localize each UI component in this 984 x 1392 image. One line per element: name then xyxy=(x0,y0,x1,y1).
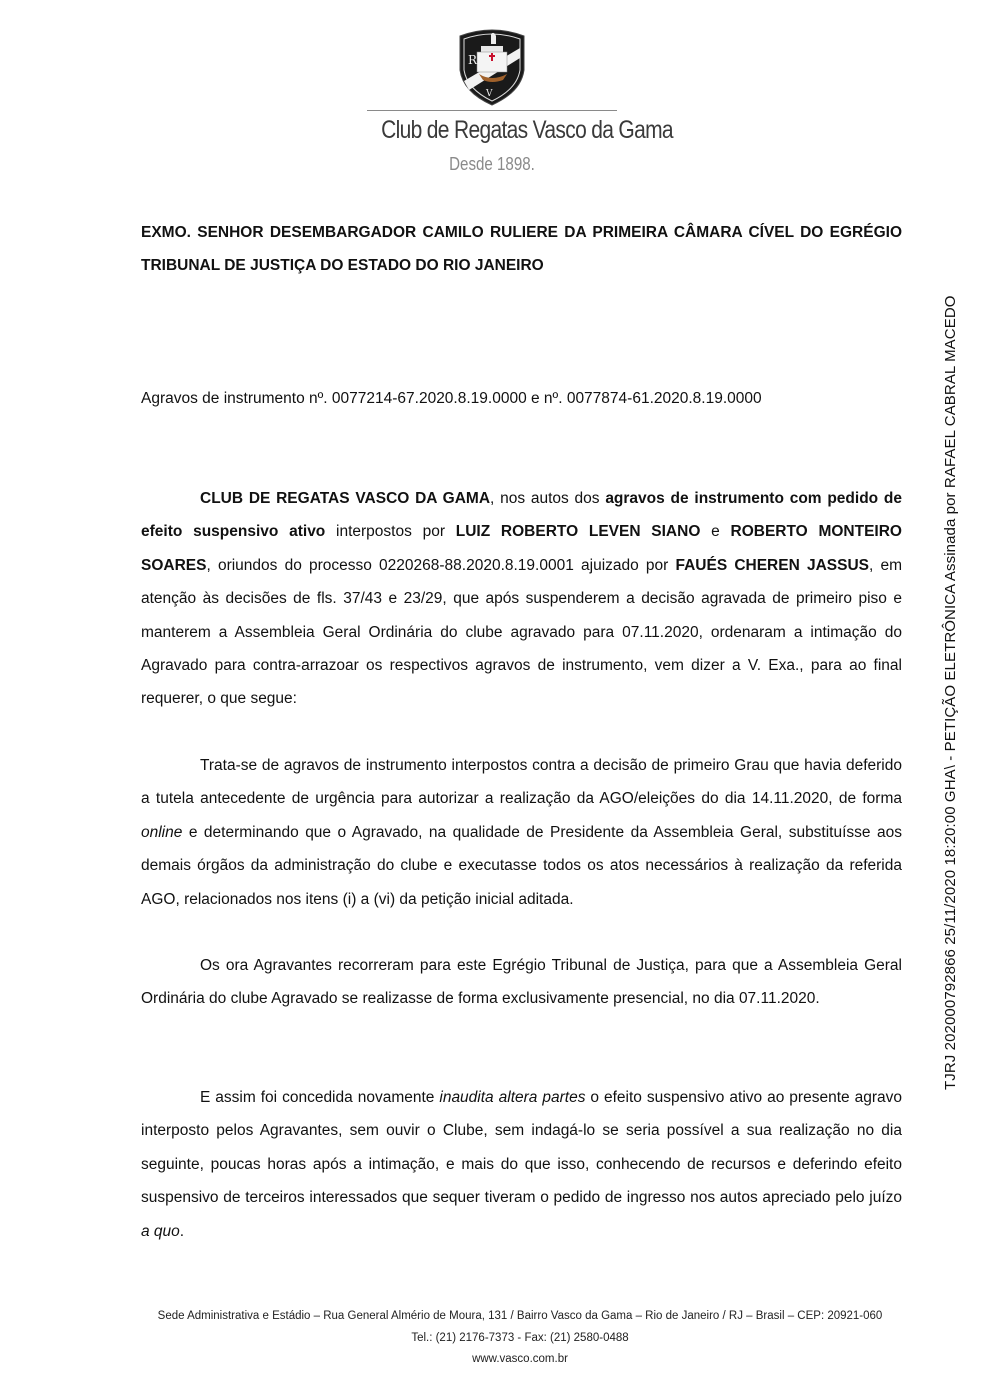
addressee-line-2: TRIBUNAL DE JUSTIÇA DO ESTADO DO RIO JANEIRO xyxy=(141,257,544,275)
footer-phone: Tel.: (21) 2176-7373 - Fax: (21) 2580-0488 xyxy=(411,1331,629,1344)
text-span: interpostos por xyxy=(325,523,456,541)
case-reference-text: Agravos de instrumento nº. 0077214-67.2020.8.19.0000 e nº. 0077874-61.2020.8.19.0000 xyxy=(141,390,762,407)
text-span: e xyxy=(700,523,731,541)
bold-span: agravos de instrumento com pedido de efeito suspensivo ativo xyxy=(141,490,902,541)
text-span: , nos autos dos xyxy=(490,490,606,507)
footer-website: www.vasco.com.br xyxy=(472,1353,568,1365)
svg-text:R: R xyxy=(468,53,478,67)
electronic-signature-stamp: TJRJ 202000792866 25/11/2020 18:20:00 GHA\ - PETIÇÃO ELETRÔNICA Assinada por RAFAEL CABRAL MACEDO xyxy=(942,295,959,1090)
case-reference xyxy=(141,382,902,415)
italic-span: online xyxy=(141,823,183,841)
letterhead-divider xyxy=(367,110,617,111)
addressee-block xyxy=(141,216,902,283)
paragraph-intro xyxy=(141,482,902,716)
text-span: E assim foi concedida novamente xyxy=(200,1089,440,1106)
appellant-name: LUIZ ROBERTO LEVEN SIANO xyxy=(455,523,701,541)
club-founded: Desde 1898. xyxy=(449,154,535,174)
svg-text:V: V xyxy=(486,89,493,99)
vasco-da-gama-crest-icon xyxy=(455,26,529,106)
italic-span: inaudita altera partes xyxy=(439,1089,586,1106)
party-name: CLUB DE REGATAS VASCO DA GAMA xyxy=(200,490,491,507)
paragraph-suspension xyxy=(141,1081,902,1248)
text-span: , em atenção às decisões de fls. 37/43 e 23/29, que após suspenderem a decisão agravada de primeiro piso e manterem a Assembleia Geral Ordinária do clube agravado para 07.11.2020, ordenaram a intimação do Agravado para contra-arrazoar os respectivos agravos de instrumento, vem dizer a V. Exa., para ao final requerer, o que segue: xyxy=(141,556,902,708)
page-footer xyxy=(120,1306,920,1371)
paragraph-text: Os ora Agravantes recorreram para este Egrégio Tribunal de Justiça, para que a Assembleia Geral Ordinária do clube Agravado se realizasse de forma exclusivamente presencial, no dia 07.11.2020. xyxy=(141,957,902,1008)
plaintiff-name: FAUÉS CHEREN JASSUS xyxy=(675,556,869,574)
appellant-name: ROBERTO MONTEIRO SOARES xyxy=(141,523,902,574)
text-span: . xyxy=(179,1222,185,1240)
paragraph-background xyxy=(141,749,902,916)
addressee-line-1: EXMO. SENHOR DESEMBARGADOR CAMILO RULIERE DA PRIMEIRA CÂMARA CÍVEL DO EGRÉGIO xyxy=(141,224,902,241)
text-span: e determinando que o Agravado, na qualidade de Presidente da Assembleia Geral, substituísse aos demais órgãos da administração do clube e executasse todos os atos necessários à realização da referida AGO, relacionados nos itens (i) a (vi) da petição inicial aditada. xyxy=(141,823,902,908)
text-span: o efeito suspensivo ativo ao presente agravo interposto pelos Agravantes, sem ouvir o Clube, sem indagá-lo se seria possível a sua realização no dia seguinte, poucas horas após a intimação, e mais do que isso, conhecendo de recursos e deferindo efeito suspensivo de terceiros interessados que sequer tiveram o pedido de ingresso nos autos apreciado pelo juízo xyxy=(141,1089,902,1207)
letterhead-logo xyxy=(367,26,617,106)
italic-span: a quo xyxy=(141,1222,180,1240)
club-name: Club de Regatas Vasco da Gama xyxy=(381,116,673,144)
text-span: Trata-se de agravos de instrumento interpostos contra a decisão de primeiro Grau que havia deferido a tutela antecedente de urgência para autorizar a realização da AGO/eleições do dia 14.11.2020, de forma xyxy=(141,757,902,808)
text-span: , oriundos do processo 0220268-88.2020.8.19.0001 ajuizado por xyxy=(206,556,676,574)
footer-address: Sede Administrativa e Estádio – Rua General Almério de Moura, 131 / Bairro Vasco da Gama – Rio de Janeiro / RJ – Brasil – CEP: 20921-060 xyxy=(157,1310,883,1322)
paragraph-appeal xyxy=(141,949,902,1016)
